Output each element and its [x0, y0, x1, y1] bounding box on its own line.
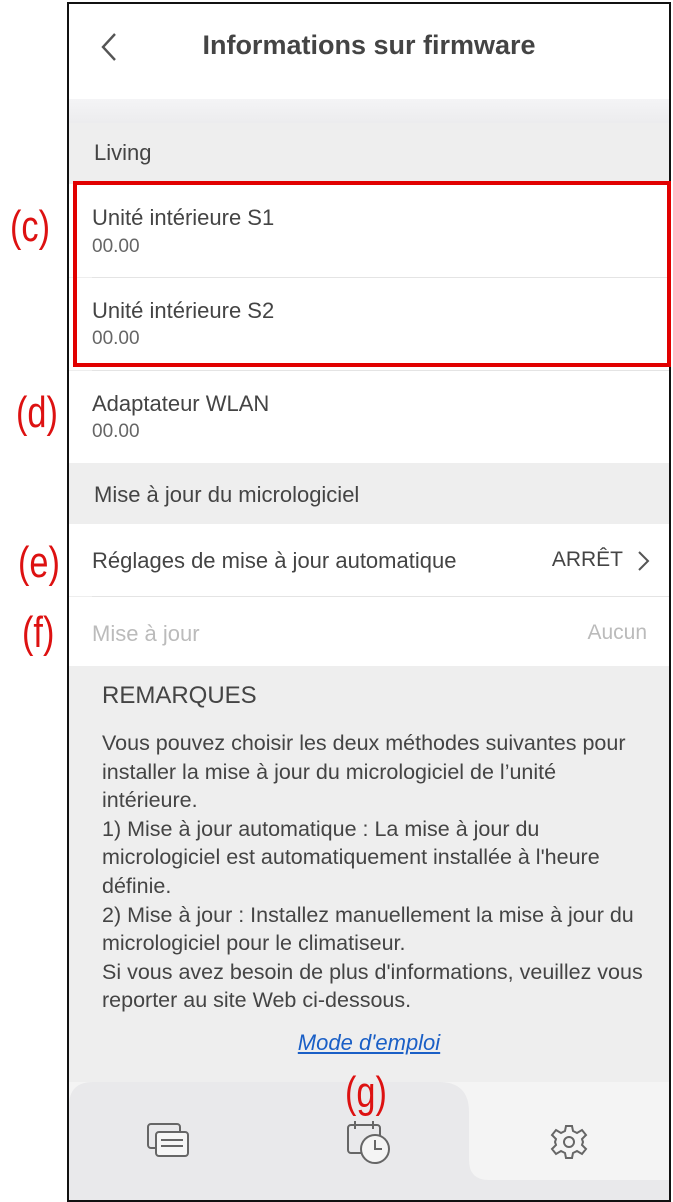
page-title: Informations sur firmware [202, 30, 536, 60]
manual-update-label: Mise à jour [92, 621, 200, 646]
settings-gear-icon [549, 1122, 589, 1162]
timer-icon [342, 1117, 396, 1167]
annotation-label-g: (g) [345, 1068, 387, 1117]
notes-line: Vous pouvez choisir les deux méthodes suivantes pour installer la mise à jour du micrologiciel de l’unité intérieure. [102, 731, 626, 813]
auto-update-value: ARRÊT [551, 548, 623, 571]
section-header-firmware-update: Mise à jour du micrologiciel [94, 482, 360, 507]
header-shadow-band [69, 99, 669, 123]
notes-line: 2) Mise à jour : Installez manuellement la mise à jour du micrologiciel pour le climatiseur. [102, 902, 634, 956]
unit-version: 00.00 [92, 328, 140, 349]
unit-name: Adaptateur WLAN [92, 391, 270, 416]
header [69, 4, 669, 99]
unit-row-s1 [69, 184, 669, 277]
manual-update-value: Aucun [587, 621, 647, 644]
annotation-label-f: (f) [22, 608, 55, 657]
annotation-label-d: (d) [16, 388, 58, 437]
unit-row-wlan [69, 371, 669, 463]
chevron-right-icon [635, 549, 651, 573]
notes-title: REMARQUES [102, 682, 257, 709]
section-header-living: Living [94, 140, 152, 165]
unit-name: Unité intérieure S2 [92, 298, 275, 323]
notes-line: Si vous avez besoin de plus d'informations, veuillez vous reporter au site Web ci-dessous. [102, 959, 643, 1013]
unit-version: 00.00 [92, 236, 140, 257]
tab-settings[interactable] [509, 1102, 629, 1182]
unit-name: Unité intérieure S1 [92, 205, 275, 230]
auto-update-label: Réglages de mise à jour automatique [92, 548, 457, 573]
notes-line: 1) Mise à jour automatique : La mise à jour du micrologiciel est automatiquement installée à l'heure définie. [102, 816, 600, 898]
notes-body [102, 729, 657, 1015]
annotation-label-c: (c) [10, 202, 51, 251]
user-manual-link[interactable]: Mode d'emploi [297, 1030, 441, 1055]
devices-icon [144, 1120, 194, 1164]
unit-row-s2 [69, 278, 669, 370]
phone-screen [67, 2, 671, 1202]
manual-update-row [69, 597, 669, 666]
auto-update-settings-row[interactable] [69, 524, 669, 596]
unit-version: 00.00 [92, 421, 140, 442]
annotation-label-e: (e) [18, 538, 60, 587]
tab-devices[interactable] [109, 1102, 229, 1182]
